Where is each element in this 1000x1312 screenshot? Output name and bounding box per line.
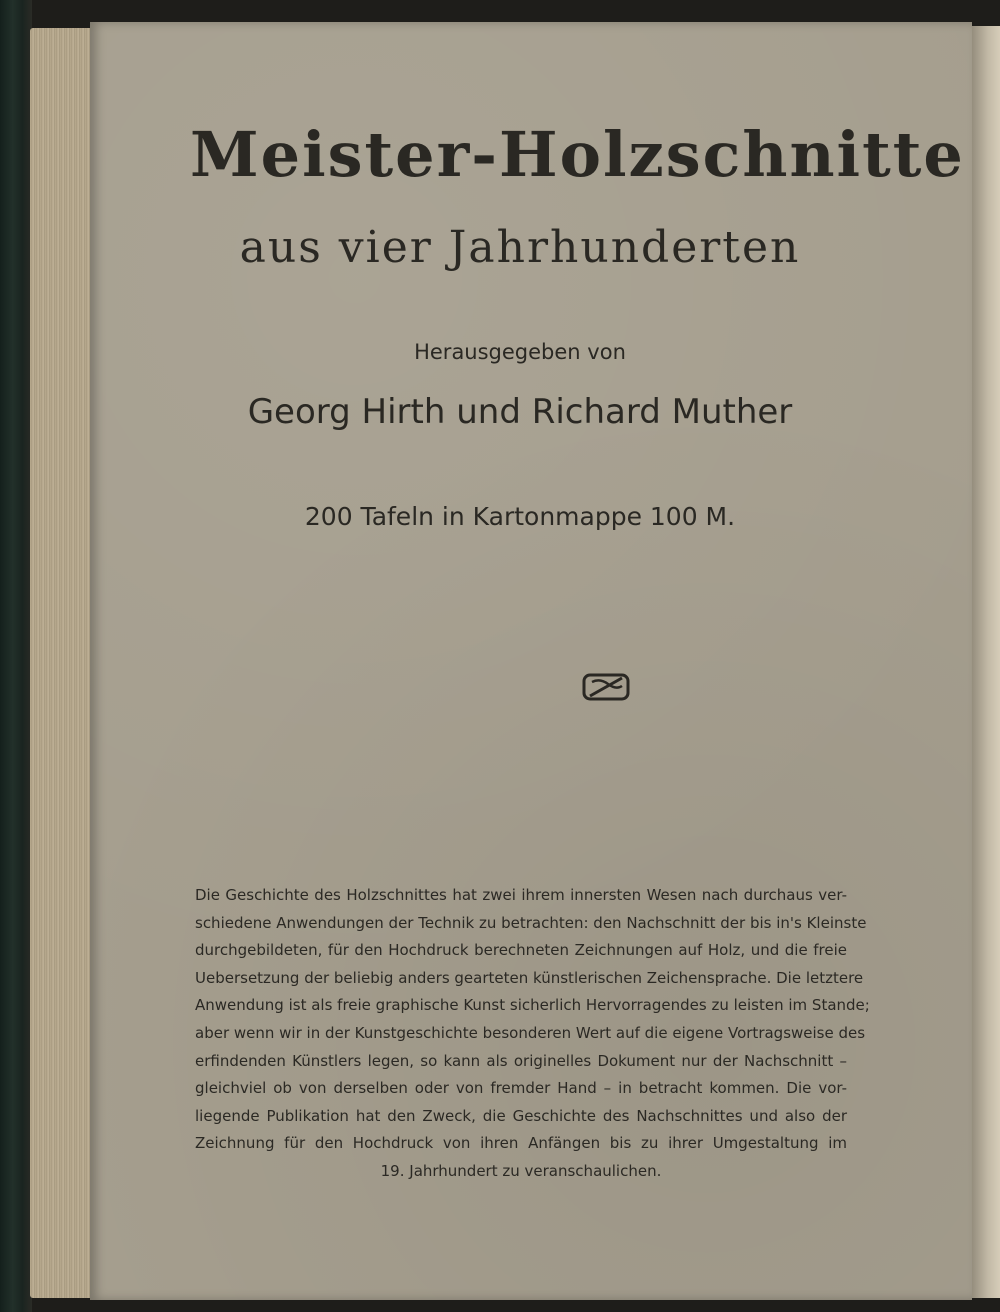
body-line: Anwendung ist als freie graphische Kunst sicherlich Hervorragendes zu leisten im Stande;: [195, 996, 870, 1015]
book-spine: [0, 0, 32, 1312]
book-title: Meister-Holzschnitte: [190, 118, 965, 191]
authors: Georg Hirth und Richard Muther: [247, 392, 793, 432]
book-subtitle: aus vier Jahrhunderten: [239, 222, 801, 273]
body-line: durchgebildeten, für den Hochdruck berechneten Zeichnungen auf Holz, und die freie: [195, 941, 847, 960]
body-line: aber wenn wir in der Kunstgeschichte besonderen Wert auf die eigene Vortragsweise des: [195, 1023, 866, 1042]
body-line: gleichviel ob von derselben oder von fremder Hand – in betracht kommen. Die vor-: [195, 1079, 847, 1098]
publisher-monogram-icon: [582, 672, 630, 702]
body-line: erfindenden Künstlers legen, so kann als originelles Dokument nur der Nachschnitt –: [195, 1051, 847, 1070]
description-paragraph: [195, 882, 870, 1186]
price-line: 200 Tafeln in Kartonmappe 100 M.: [304, 502, 736, 531]
page-edges: [30, 28, 94, 1298]
body-line: liegende Publikation hat den Zweck, die Geschichte des Nachschnittes und also der: [195, 1106, 847, 1125]
body-line: Uebersetzung der beliebig anders gearteten künstlerischen Zeichensprache. Die letztere: [195, 968, 864, 987]
body-line: 19. Jahrhundert zu veranschaulichen.: [380, 1161, 662, 1180]
body-line: schiedene Anwendungen der Technik zu betrachten: den Nachschnitt der bis in's Kleinste: [195, 913, 867, 932]
editor-label: Herausgegeben von: [414, 340, 626, 364]
body-line: Die Geschichte des Holzschnittes hat zwei ihrem innersten Wesen nach durchaus ver-: [195, 886, 847, 904]
body-line: Zeichnung für den Hochdruck von ihren Anfängen bis zu ihrer Umgestaltung im: [195, 1134, 847, 1153]
facing-page-edge: [970, 26, 1000, 1298]
